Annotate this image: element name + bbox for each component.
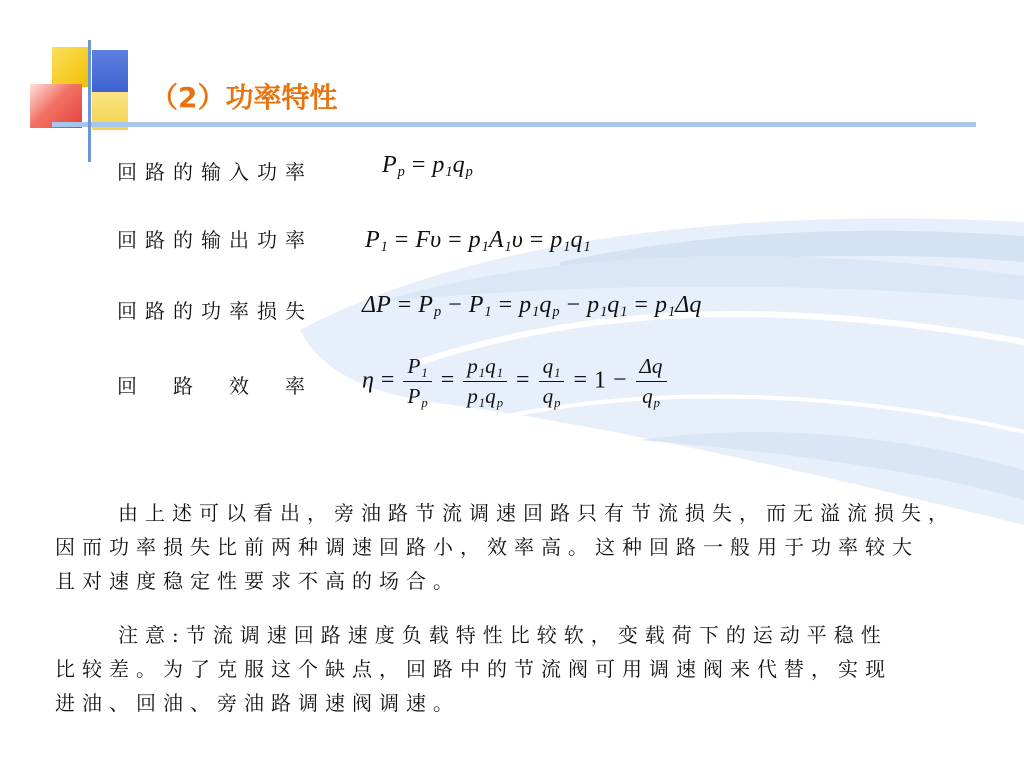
formula-operator: − [613, 367, 627, 394]
formula-operator: − [566, 292, 581, 318]
fraction-denominator [539, 382, 565, 409]
formula-subscript: p [421, 396, 428, 411]
formula-symbol: P [418, 292, 433, 318]
paragraph-line: 注意:节流调速回路速度负载特性比较软，变载荷下的运动平稳性 [118, 623, 888, 647]
formula-term [407, 354, 427, 378]
formula-subscript: p [397, 164, 405, 181]
fraction-numerator [539, 354, 565, 382]
formula-term [485, 354, 503, 378]
formula-operator: = [397, 292, 412, 318]
formula-symbol: P [382, 152, 397, 178]
label-efficiency: 回 路 效 率 [117, 374, 313, 398]
formula-symbol: p [550, 227, 563, 253]
formula-subscript: 1 [600, 304, 608, 321]
formula-operator: = [448, 227, 462, 253]
formula-subscript: p [554, 396, 561, 411]
formula-subscript: 1 [504, 239, 512, 256]
paragraph-line: 因而功率损失比前两种调速回路小，效率高。这种回路一般用于功率较大 [55, 535, 919, 559]
formula-operator: = [394, 227, 409, 253]
formula-subscript: 1 [421, 365, 428, 380]
formula-subscript: 1 [481, 239, 489, 256]
paragraph-line: 比较差。为了克服这个缺点，回路中的节流阀可用调速阀来代替，实现 [55, 657, 892, 681]
title-underline-rule [52, 122, 976, 127]
formula-operator: = [440, 367, 455, 394]
formula-symbol: q [570, 227, 583, 253]
fraction-numerator [463, 354, 507, 382]
formula-symbol: q [542, 354, 554, 378]
formula-symbol: q [539, 292, 552, 318]
formula-subscript: 1 [380, 239, 388, 256]
decor-vertical-line [88, 40, 91, 162]
formula-operator: − [448, 292, 462, 318]
formula-term [365, 227, 388, 256]
formula-symbol: P [407, 354, 421, 378]
decor-square-blue [92, 50, 128, 92]
formula-term [467, 354, 485, 378]
formula-subscript: 1 [563, 239, 571, 256]
formula-subscript: p [653, 396, 660, 411]
formula-symbol: P [365, 227, 380, 253]
fraction-denominator [638, 382, 664, 409]
formula-fraction [539, 354, 565, 410]
formula-term [640, 354, 663, 378]
formula-symbol: p [467, 354, 478, 378]
formula-output-power [365, 225, 591, 255]
formula-input-power [382, 150, 473, 180]
formula-term [543, 354, 561, 378]
formula-term [539, 292, 560, 321]
formula-operator: = [634, 292, 649, 318]
fraction-denominator [403, 382, 431, 409]
formula-symbol: Δq [675, 292, 702, 318]
formula-efficiency [362, 354, 669, 410]
slide-title: （2）功率特性 [150, 81, 338, 114]
formula-symbol: p [467, 384, 478, 409]
paragraph-summary [55, 496, 955, 598]
formula-subscript: p [552, 304, 560, 321]
formula-term [362, 367, 374, 393]
formula-power-loss [362, 290, 701, 320]
formula-operator: = [573, 367, 587, 394]
formula-fraction [403, 354, 431, 410]
formula-symbol: q [452, 152, 465, 178]
formula-operator: = [516, 367, 530, 394]
formula-term [642, 384, 660, 411]
formula-term [418, 292, 442, 321]
formula-term [362, 292, 391, 318]
paragraph-line: 进油、回油、旁油路调速阀调速。 [55, 691, 460, 715]
formula-subscript: p [465, 164, 473, 181]
formula-symbol: 1 [594, 367, 606, 394]
formula-fraction [636, 354, 667, 410]
formula-subscript: 1 [478, 396, 486, 411]
formula-symbol: p [468, 227, 481, 253]
formula-symbol: q [542, 384, 554, 409]
formula-symbol: η [362, 367, 374, 394]
formula-operator: = [411, 152, 426, 178]
formula-symbol: p [519, 292, 532, 318]
formula-term [587, 292, 608, 321]
formula-subscript: p [433, 304, 442, 321]
formula-term [655, 292, 676, 321]
formula-subscript: 1 [620, 304, 628, 321]
formula-operator: = [380, 367, 395, 394]
formula-term [488, 227, 512, 256]
formula-subscript: 1 [554, 365, 561, 380]
formula-subscript: 1 [668, 304, 676, 321]
formula-symbol: υ [511, 227, 523, 253]
formula-term [607, 292, 628, 321]
formula-term [594, 367, 606, 393]
formula-subscript: p [496, 396, 504, 411]
formula-term [468, 292, 492, 321]
formula-term [542, 384, 561, 411]
formula-term [468, 227, 489, 256]
label-input-power: 回路的输入功率 [117, 160, 313, 184]
paragraph-line: 由上述可以看出，旁油路节流调速回路只有节流损失，而无溢流损失， [118, 501, 955, 525]
formula-symbol: Δq [639, 354, 663, 378]
formula-term [452, 152, 473, 181]
formula-term [467, 384, 486, 411]
formula-term [519, 292, 540, 321]
formula-term [570, 227, 591, 256]
paragraph-note [55, 618, 892, 720]
formula-symbol: p [655, 292, 668, 318]
formula-operator: = [529, 227, 544, 253]
fraction-denominator [463, 382, 507, 409]
formula-symbol: q [642, 384, 653, 409]
label-power-loss: 回路的功率损失 [117, 299, 313, 323]
formula-subscript: 1 [583, 239, 591, 256]
formula-symbol: q [485, 384, 496, 409]
fraction-numerator [636, 354, 667, 382]
formula-term [407, 384, 428, 411]
formula-symbol: υ [430, 227, 442, 253]
formula-term [675, 292, 701, 318]
formula-symbol: P [468, 292, 484, 318]
formula-operator: = [498, 292, 513, 318]
label-output-power: 回路的输出功率 [117, 228, 313, 252]
paragraph-line: 且对速度稳定性要求不高的场合。 [55, 569, 460, 593]
formula-symbol: p [587, 292, 600, 318]
formula-term [432, 152, 453, 181]
formula-term [382, 152, 405, 181]
formula-term [485, 384, 504, 411]
formula-term [550, 227, 571, 256]
formula-symbol: q [607, 292, 620, 318]
formula-fraction [463, 354, 507, 410]
formula-term [415, 227, 430, 253]
formula-symbol: p [432, 152, 445, 178]
formula-subscript: 1 [478, 365, 486, 380]
formula-term [430, 227, 441, 253]
decor-square-yellow [52, 47, 90, 87]
formula-subscript: 1 [445, 164, 453, 181]
formula-symbol: P [407, 384, 421, 409]
formula-term [512, 227, 523, 253]
formula-subscript: 1 [484, 304, 492, 321]
formula-symbol: A [488, 227, 504, 253]
formula-symbol: ΔP [362, 292, 391, 318]
formula-subscript: 1 [496, 365, 504, 380]
formula-subscript: 1 [532, 304, 540, 321]
formula-symbol: F [415, 227, 431, 253]
formula-symbol: q [485, 354, 496, 378]
fraction-numerator [403, 354, 431, 382]
